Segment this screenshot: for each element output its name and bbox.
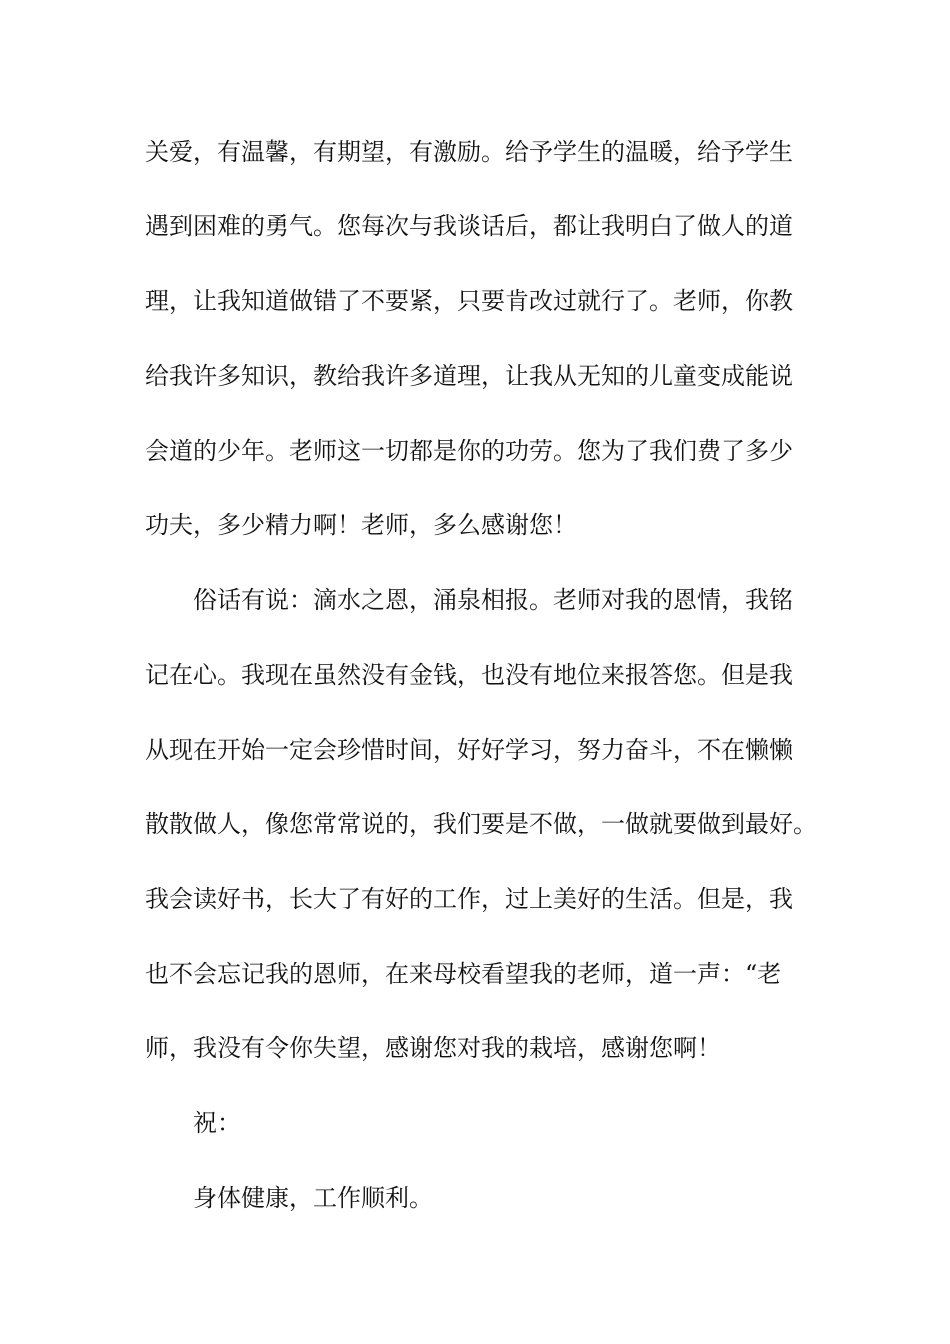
text-line: 我会读好书，长大了有好的工作，过上美好的生活。但是，我 xyxy=(145,885,793,913)
paragraph-first-line: 俗话有说：滴水之恩，涌泉相报。老师对我的恩情，我铭 xyxy=(193,586,793,614)
text-line: 给我许多知识，教给我许多道理，让我从无知的儿童变成能说 xyxy=(145,362,793,390)
closing-salutation: 祝： xyxy=(193,1109,241,1137)
text-line: 会道的少年。老师这一切都是你的功劳。您为了我们费了多少 xyxy=(145,437,793,465)
text-line: 遇到困难的勇气。您每次与我谈话后，都让我明白了做人的道 xyxy=(145,212,793,240)
closing-wish: 身体健康，工作顺利。 xyxy=(193,1184,433,1212)
text-line: 关爱，有温馨，有期望，有激励。给予学生的温暖，给予学生 xyxy=(145,138,793,166)
text-line: 功夫，多少精力啊！老师，多么感谢您！ xyxy=(145,511,577,539)
text-line: 理，让我知道做错了不要紧，只要肯改过就行了。老师，你教 xyxy=(145,287,793,315)
text-line: 师，我没有令你失望，感谢您对我的栽培，感谢您啊！ xyxy=(145,1034,721,1062)
text-line: 散散做人，像您常常说的，我们要是不做，一做就要做到最好。 xyxy=(145,810,817,838)
text-line: 从现在开始一定会珍惜时间，好好学习，努力奋斗，不在懒懒 xyxy=(145,736,793,764)
text-line: 记在心。我现在虽然没有金钱，也没有地位来报答您。但是我 xyxy=(145,661,793,689)
text-line: 也不会忘记我的恩师，在来母校看望我的老师，道一声：“老 xyxy=(145,960,782,988)
